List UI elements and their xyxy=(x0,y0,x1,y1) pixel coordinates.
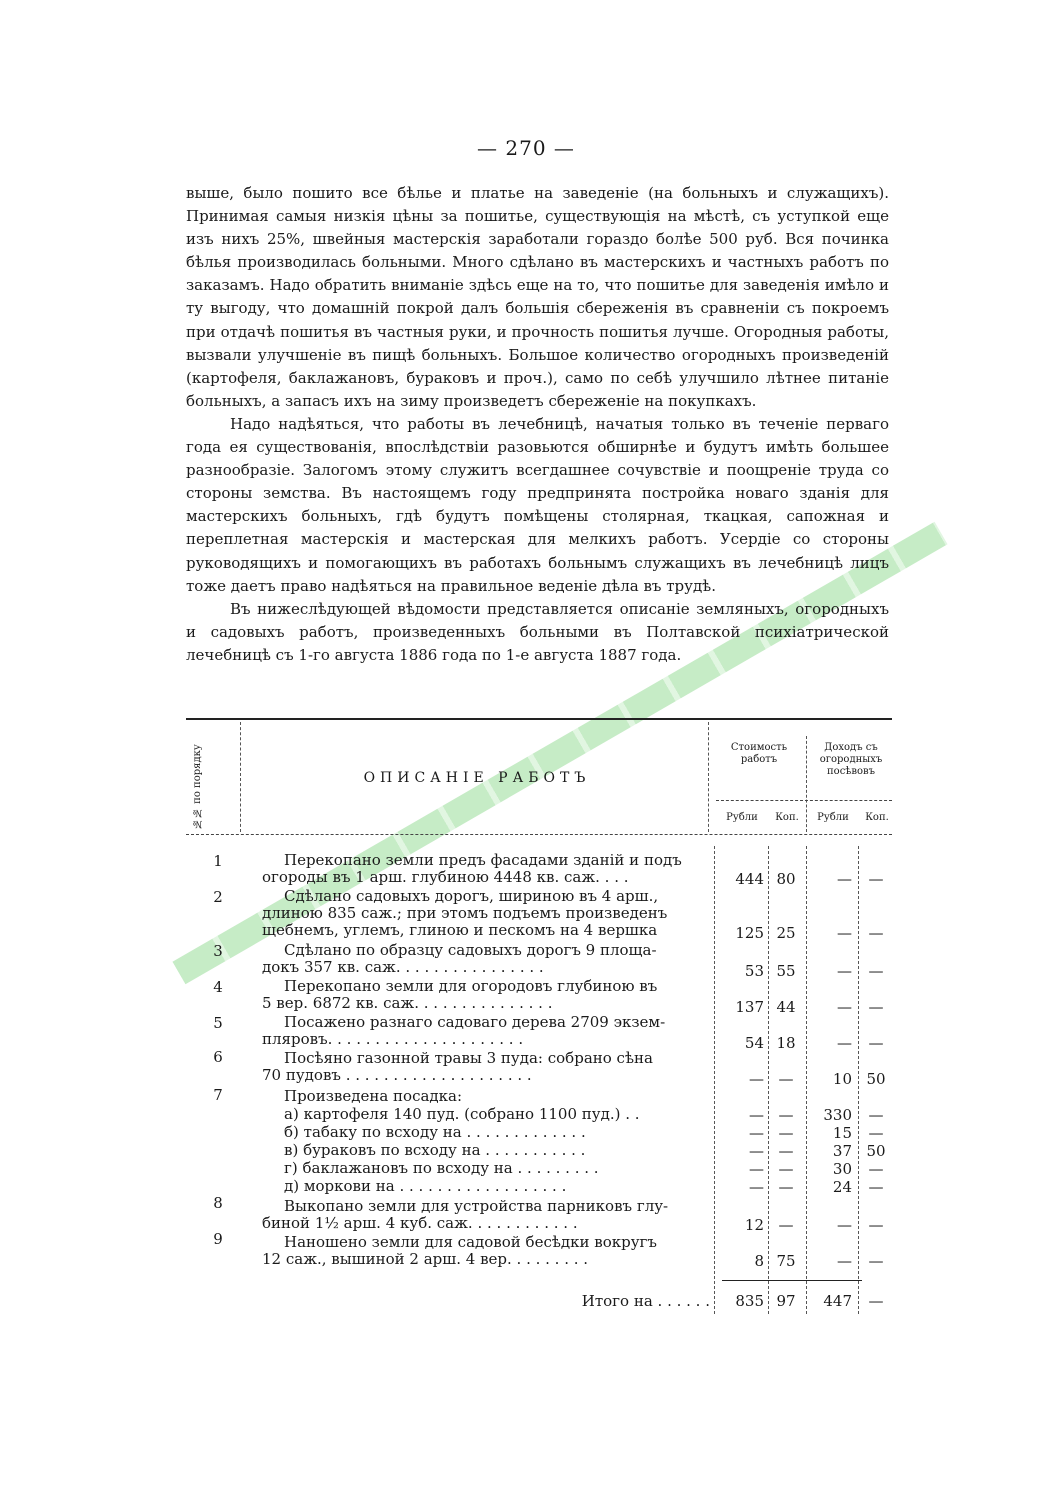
total-rule xyxy=(722,1280,862,1281)
header-kop2: Коп. xyxy=(865,812,889,823)
cell-income-kop: 50 xyxy=(866,1142,886,1160)
cell-rub: 137 xyxy=(735,998,764,1016)
row-description: Сдѣлано по образцу садовыхъ дорогъ 9 площа- докъ 357 кв. саж. . . . . . . . . . . . . . . . xyxy=(262,942,657,976)
cell-income-kop: — xyxy=(868,1106,884,1124)
row-number: 7 xyxy=(213,1086,223,1104)
header-description: ОПИСАНІЕ РАБОТЪ xyxy=(363,770,591,786)
cell-kop: — xyxy=(778,1106,794,1124)
row-description: г) баклажановъ по всходу на . . . . . . . . . xyxy=(284,1160,599,1177)
row-number: 5 xyxy=(213,1014,223,1032)
paragraph-2: Надо надѣяться, что работы въ лечебницѣ, начатыя только въ теченіе перваго года ея существованія, впослѣдствіи разовьются обширнѣе и будутъ имѣть большее разнообразіе. Залогомъ этому служитъ всегдашнее сочувствіе и поощреніе труда со стороны земства. Въ настоящемъ году предпринята постройка новаго зданія для мастерскихъ больныхъ, гдѣ будутъ помѣщены столярная, ткацкая, сапожная и переплетная мастерскія и мастерская для мелкихъ работъ. Усердіе со стороны руководящихъ и помогающихъ въ работахъ больнымъ служащихъ въ лечебницѣ лицъ тоже даетъ право надѣяться на правильное веденіе дѣла въ трудѣ. xyxy=(186,414,889,595)
cell-kop: 44 xyxy=(776,998,796,1016)
header-income: Доходъ съ огородныхъ посѣвовъ xyxy=(819,742,883,777)
cell-income-rub: 37 xyxy=(832,1142,852,1160)
header-rub2: Рубли xyxy=(817,812,849,823)
cell-income-rub: 24 xyxy=(832,1178,852,1196)
header-num: №№ по порядку xyxy=(192,744,203,830)
cell-income-kop: — xyxy=(868,1252,884,1270)
cell-kop: 55 xyxy=(776,962,796,980)
cell-income-rub: — xyxy=(837,1216,852,1234)
cell-rub: 12 xyxy=(744,1216,764,1234)
total-income-rub: 447 xyxy=(823,1292,852,1310)
cell-income-rub: — xyxy=(837,1034,852,1052)
cell-income-kop: — xyxy=(868,1034,884,1052)
cell-kop: — xyxy=(778,1070,794,1088)
header-cost: Стоимость работъ xyxy=(730,742,788,765)
cell-income-kop: — xyxy=(868,1160,884,1178)
column-divider xyxy=(858,846,859,1314)
total-label: Итого на . . . . . . xyxy=(581,1292,710,1310)
row-number: 2 xyxy=(213,888,223,906)
row-number: 4 xyxy=(213,978,223,996)
row-description: Произведена посадка: xyxy=(284,1088,463,1105)
row-description: Сдѣлано садовыхъ дорогъ, шириною въ 4 арш., длиною 835 саж.; при этомъ подъемъ произведенъ щебнемъ, углемъ, глиною и пескомъ на 4 вершка xyxy=(262,888,668,939)
header-kop: Коп. xyxy=(775,812,799,823)
cell-rub: 125 xyxy=(735,924,764,942)
total-rub: 835 xyxy=(735,1292,764,1310)
row-number: 9 xyxy=(213,1230,223,1248)
column-divider xyxy=(714,846,715,1314)
row-description: б) табаку по всходу на . . . . . . . . . . . . . xyxy=(284,1124,586,1141)
column-divider xyxy=(806,846,807,1314)
cell-income-kop: — xyxy=(868,1216,884,1234)
column-divider xyxy=(768,846,769,1314)
cell-kop: 25 xyxy=(776,924,796,942)
cell-rub: — xyxy=(749,1160,764,1178)
cell-income-rub: — xyxy=(837,1252,852,1270)
total-income-kop: — xyxy=(868,1292,884,1310)
cell-kop: — xyxy=(778,1142,794,1160)
total-kop: 97 xyxy=(776,1292,796,1310)
cell-income-rub: — xyxy=(837,998,852,1016)
header-subrule xyxy=(716,800,892,801)
row-description: Посажено разнаго садоваго дерева 2709 экзем- пляровъ. . . . . . . . . . . . . . . . . . . . . xyxy=(262,1014,666,1048)
cell-kop: — xyxy=(778,1178,794,1196)
cell-kop: — xyxy=(778,1124,794,1142)
cell-income-rub: — xyxy=(837,924,852,942)
cell-kop: 75 xyxy=(776,1252,796,1270)
header-divider xyxy=(240,722,241,832)
row-description: Перекопано земли предъ фасадами зданій и подъ огороды въ 1 арш. глубиною 4448 кв. саж. . . . xyxy=(262,852,682,886)
header-divider xyxy=(806,736,807,832)
cell-income-kop: — xyxy=(868,1124,884,1142)
cell-income-kop: — xyxy=(868,870,884,888)
cell-income-rub: 10 xyxy=(832,1070,852,1088)
header-divider xyxy=(708,722,709,832)
row-description: а) картофеля 140 пуд. (собрано 1100 пуд.) . . xyxy=(284,1106,640,1123)
page-number: — 270 — xyxy=(477,136,575,160)
cell-kop: — xyxy=(778,1216,794,1234)
cell-income-kop: — xyxy=(868,924,884,942)
cell-income-kop: — xyxy=(868,962,884,980)
cell-kop: 18 xyxy=(776,1034,796,1052)
cell-rub: 54 xyxy=(744,1034,764,1052)
cell-rub: — xyxy=(749,1142,764,1160)
row-description: в) бураковъ по всходу на . . . . . . . . . . . xyxy=(284,1142,586,1159)
cell-income-rub: — xyxy=(837,870,852,888)
cell-kop: — xyxy=(778,1160,794,1178)
row-description: Посѣяно газонной травы 3 пуда: собрано сѣна 70 пудовъ . . . . . . . . . . . . . . . . . . . . xyxy=(262,1050,653,1084)
cell-income-kop: — xyxy=(868,998,884,1016)
row-description: Наношено земли для садовой бесѣдки вокругъ 12 саж., вышиной 2 арш. 4 вер. . . . . . . . . xyxy=(262,1234,657,1268)
body-text xyxy=(186,182,889,667)
header-bottom-rule xyxy=(186,834,892,835)
cell-income-kop: 50 xyxy=(866,1070,886,1088)
cell-rub: — xyxy=(749,1178,764,1196)
row-number: 8 xyxy=(213,1194,223,1212)
cell-rub: 53 xyxy=(744,962,764,980)
cell-income-rub: 15 xyxy=(832,1124,852,1142)
paragraph-3: Въ нижеслѣдующей вѣдомости представляется описаніе земляныхъ, огородныхъ и садовыхъ работъ, произведенныхъ больными въ Полтавской психіатрической лечебницѣ съ 1-го августа 1886 года по 1-е августа 1887 года. xyxy=(186,599,889,664)
row-number: 6 xyxy=(213,1048,223,1066)
table-top-rule xyxy=(186,718,892,720)
cell-rub: 444 xyxy=(735,870,764,888)
row-number: 1 xyxy=(213,852,223,870)
row-description: д) моркови на . . . . . . . . . . . . . . . . . . xyxy=(284,1178,567,1195)
cell-income-rub: — xyxy=(837,962,852,980)
row-description: Выкопано земли для устройства парниковъ глу- биной 1½ арш. 4 куб. саж. . . . . . . . . . . . xyxy=(262,1198,669,1232)
cell-income-rub: 330 xyxy=(823,1106,852,1124)
cell-rub: — xyxy=(749,1106,764,1124)
row-description: Перекопано земли для огородовъ глубиною въ 5 вер. 6872 кв. саж. . . . . . . . . . . . . . . xyxy=(262,978,658,1012)
cell-income-kop: — xyxy=(868,1178,884,1196)
cell-income-rub: 30 xyxy=(832,1160,852,1178)
cell-rub: — xyxy=(749,1070,764,1088)
cell-kop: 80 xyxy=(776,870,796,888)
row-number: 3 xyxy=(213,942,223,960)
paragraph-1: выше, было пошито все бѣлье и платье на заведеніе (на больныхъ и служащихъ). Принимая самыя низкія цѣны за пошитье, существующія на мѣстѣ, съ уступкой еще изъ нихъ 25%, швейныя мастерскія заработали гораздо болѣе 500 руб. Вся починка бѣлья производилась больными. Много сдѣлано въ мастерскихъ и частныхъ работъ по заказамъ. Надо обратить вниманіе здѣсь еще на то, что пошитье для заведенія имѣло и ту выгоду, что домашній покрой далъ большія сбереженія въ сравненіи съ покроемъ при отдачѣ пошитья въ частныя руки, и прочность пошитья лучше. Огородныя работы, вызвали улучшеніе въ пищѣ больныхъ. Большое количество огородныхъ произведеній (картофеля, баклажановъ, бураковъ и проч.), само по себѣ улучшило лѣтнее питаніе больныхъ, а запасъ ихъ на зиму произведетъ сбереженіе на покупкахъ. xyxy=(186,184,889,410)
header-rub: Рубли xyxy=(726,812,758,823)
cell-rub: 8 xyxy=(754,1252,764,1270)
cell-rub: — xyxy=(749,1124,764,1142)
